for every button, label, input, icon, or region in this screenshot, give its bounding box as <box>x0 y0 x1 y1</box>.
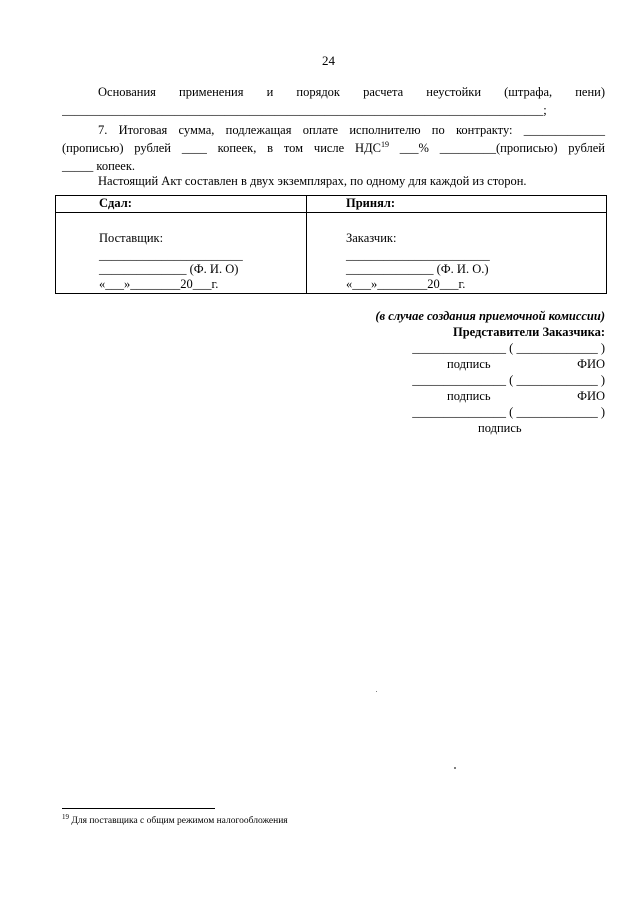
commission-note: (в случае создания приемочной комиссии) <box>375 309 605 323</box>
commission-fio-label-1: ФИО <box>577 357 605 371</box>
item7-line1: 7. Итоговая сумма, подлежащая оплате исполнителю по контракту: _____________ <box>98 123 605 137</box>
commission-sign-line-1: _______________ ( _____________ ) <box>412 341 605 355</box>
commission-sign-label-1: подпись <box>447 357 491 371</box>
supplier-label: Поставщик: <box>99 231 164 245</box>
commission-sign-line-2: _______________ ( _____________ ) <box>412 373 605 387</box>
commission-sign-label-2: подпись <box>447 389 491 403</box>
commission-fio-label-2: ФИО <box>577 389 605 403</box>
footnote-text: Для поставщика с общим режимом налогообложения <box>69 816 288 826</box>
commission-sign-line-3: _______________ ( _____________ ) <box>412 405 605 419</box>
commission-title: Представители Заказчика: <box>452 325 605 339</box>
footnote-marker: 19 <box>62 813 69 821</box>
customer-blank: _______________________ <box>346 248 490 262</box>
copies-note: Настоящий Акт составлен в двух экземплярах, по одному для каждой из сторон. <box>98 174 527 188</box>
left-header: Сдал: <box>99 196 132 210</box>
footnote-rule <box>62 808 215 809</box>
supplier-blank: _______________________ <box>99 248 243 262</box>
table-header-rule <box>56 212 606 213</box>
supplier-fio-line: ______________ (Ф. И. О) <box>99 262 239 276</box>
footnote-ref: 19 <box>380 140 389 149</box>
customer-label: Заказчик: <box>346 231 397 245</box>
signature-table <box>55 195 607 294</box>
item7-line3: _____ копеек. <box>62 159 136 173</box>
scan-speck <box>376 691 377 692</box>
customer-fio-line: ______________ (Ф. И. О.) <box>346 262 489 276</box>
supplier-date-line: «___»________20___г. <box>99 277 219 291</box>
page-number: 24 <box>322 53 335 68</box>
item7-line2 <box>62 139 605 157</box>
scan-speck <box>454 767 456 769</box>
table-column-divider <box>306 196 307 293</box>
item7-line2-a: (прописью) рублей ____ копеек, в том числе НДС <box>62 141 381 155</box>
commission-sign-label-3: подпись <box>478 421 522 435</box>
item7-line2-b: ___% _________(прописью) рублей <box>388 141 605 155</box>
right-header: Принял: <box>346 196 396 210</box>
footnote <box>62 813 288 826</box>
customer-date-line: «___»________20___г. <box>346 277 466 291</box>
grounds-text: Основания применения и порядок расчета неустойки (штрафа, пени) <box>98 85 605 99</box>
grounds-blank-line: _____________________________________________________________________________; <box>62 103 547 117</box>
